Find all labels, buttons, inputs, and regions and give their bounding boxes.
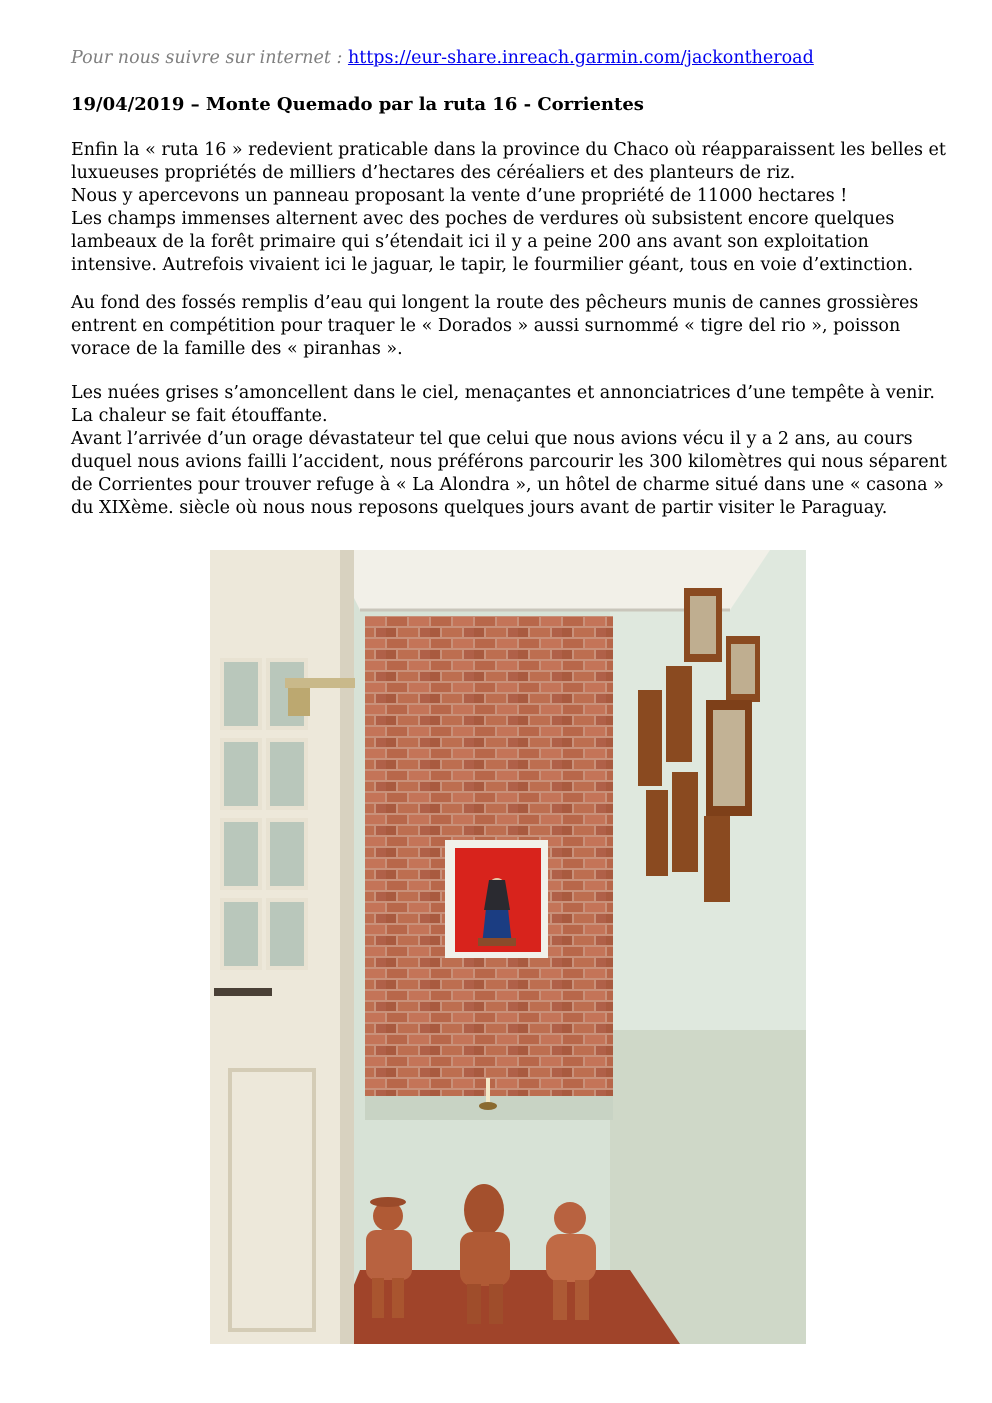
text-line: Avant l’arrivée d’un orage dévastateur tel que celui que nous avions vécu il y a 2 ans, au cours	[71, 429, 913, 449]
text-line: du XIXème. siècle où nous nous reposons quelques jours avant de partir visiter le Paraguay.	[71, 498, 888, 518]
text-line: Enfin la « ruta 16 » redevient praticable dans la province du Chaco où réapparaissent les belles et	[71, 140, 946, 160]
picture-frame	[638, 690, 662, 786]
text-line: La chaleur se fait étouffante.	[71, 406, 328, 426]
tracking-link[interactable]: https://eur-share.inreach.garmin.com/jackontheroad	[347, 48, 814, 68]
text-line: Les champs immenses alternent avec des poches de verdures où subsistent encore quelques	[71, 209, 895, 229]
door-handle	[214, 988, 272, 996]
text-line: de Corrientes pour trouver refuge à « La Alondra », un hôtel de charme situé dans une « casona »	[71, 475, 944, 495]
picture-frame	[672, 772, 698, 872]
follow-label: Pour nous suivre sur internet :	[71, 48, 343, 68]
text-line: Au fond des fossés remplis d’eau qui longent la route des pêcheurs munis de cannes grossières	[71, 293, 919, 313]
text-line: luxueuses propriétés de milliers d’hectares des céréaliers et des planteurs de riz.	[71, 163, 796, 183]
text-line: duquel nous avions failli l’accident, nous préférons parcourir les 300 kilomètres qui nous séparent	[71, 452, 947, 472]
paragraph-1	[71, 139, 951, 277]
text-line: entrent en compétition pour traquer le « Dorados » aussi surnommé « tigre del rio », poisson	[71, 316, 901, 336]
text-line: lambeaux de la forêt primaire qui s’étendait ici il y a peine 200 ans avant son exploitation	[71, 232, 869, 252]
paragraph-2	[71, 292, 951, 361]
picture-frame	[666, 666, 692, 762]
post-title: 19/04/2019 – Monte Quemado par la ruta 16 - Corrientes	[71, 94, 644, 115]
text-line: Nous y apercevons un panneau proposant la vente d’une propriété de 11000 hectares !	[71, 186, 848, 206]
text-line: vorace de la famille des « piranhas ».	[71, 339, 403, 359]
paragraph-3	[71, 382, 951, 520]
picture-frame	[704, 816, 730, 902]
picture-frame	[646, 790, 668, 876]
follow-line	[71, 48, 814, 68]
text-line: intensive. Autrefois vivaient ici le jaguar, le tapir, le fourmilier géant, tous en voie d’extinction.	[71, 255, 914, 275]
hallway-photo	[210, 550, 806, 1344]
text-line: Les nuées grises s’amoncellent dans le ciel, menaçantes et annonciatrices d’une tempête à venir.	[71, 383, 935, 403]
